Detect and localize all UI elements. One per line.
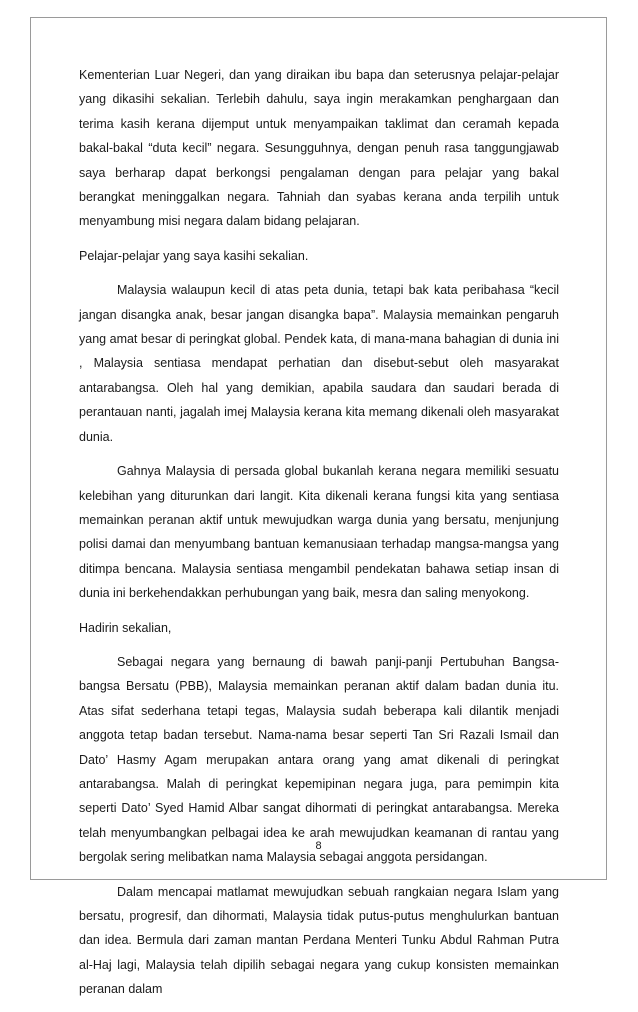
paragraph-malaysia-global: Malaysia walaupun kecil di atas peta dunia, tetapi bak kata peribahasa “kecil jangan disangka anak, besar jangan disangka bapa”. Malaysia memainkan pengaruh yang amat besar di peringkat global. Pendek kata, di mana-mana bahagian di dunia ini , Malaysia sentiasa mendapat perhatian dan disebut-sebut oleh masyarakat antarabangsa. Oleh hal yang demikian, apabila saudara dan saudari berada di perantauan nanti, jagalah imej Malaysia kerana kita memang dikenali oleh masyarakat dunia.	[79, 283, 559, 444]
paragraph-islamic-nations: Dalam mencapai matlamat mewujudkan sebuah rangkaian negara Islam yang bersatu, progresif, dan dihormati, Malaysia tidak putus-putus menghulurkan bantuan dan idea. Bermula dari zaman mantan Perdana Menteri Tunku Abdul Rahman Putra al-Haj lagi, Malaysia telah dipilih sebagai negara yang cukup konsisten memainkan peranan dalam	[79, 884, 559, 997]
paragraph-malaysia-reputation: Gahnya Malaysia di persada global bukanlah kerana negara memiliki sesuatu kelebihan yang diturunkan dari langit. Kita dikenali kerana fungsi kita yang sentiasa memainkan peranan aktif untuk mewujudkan warga dunia yang bersatu, menjunjung polisi damai dan menyumbang bantuan kemanusiaan terhadap mangsa-mangsa yang ditimpa bencana. Malaysia sentiasa mengambil pendekatan bahawa setiap insan di dunia ini berkehendakkan perhubungan yang baik, mesra dan saling menyokong.	[79, 464, 559, 601]
paragraph-salutation-audience: Hadirin sekalian,	[79, 620, 172, 635]
paragraph-opening: Kementerian Luar Negeri, dan yang diraikan ibu bapa dan seterusnya pelajar-pelajar yang dikasihi sekalian. Terlebih dahulu, saya ingin merakamkan penghargaan dan terima kasih kerana dijemput untuk menyampaikan taklimat dan ceramah kepada bakal-bakal “duta kecil” negara. Sesungguhnya, dengan penuh rasa tanggungjawab saya berharap dapat berkongsi pengalaman dengan para pelajar yang bakal berangkat meninggalkan negara. Tahniah dan syabas kerana anda terpilih untuk menyambung misi negara dalam bidang pelajaran.	[79, 68, 559, 229]
page-number: 8	[315, 840, 322, 852]
paragraph-un-role: Sebagai negara yang bernaung di bawah panji-panji Pertubuhan Bangsa-bangsa Bersatu (PBB), Malaysia memainkan peranan aktif dalam badan dunia itu. Atas sifat sederhana tetapi tegas, Malaysia sudah beberapa kali dilantik menjadi anggota tetap badan tersebut. Nama-nama besar seperti Tan Sri Razali Ismail dan Dato’ Hasmy Agam merupakan antara orang yang amat dikenali di peringkat antarabangsa. Malah di peringkat kepemipinan negara juga, para pemimpin kita seperti Dato’ Syed Hamid Albar sangat dihormati di peringkat antarabangsa. Mereka telah menyumbangkan pelbagai idea ke arah mewujudkan keamanan di rantau yang bergolak sering melibatkan nama Malaysia sebagai anggota persidangan.	[79, 654, 559, 865]
document-page	[30, 17, 607, 997]
paragraph-salutation-students: Pelajar-pelajar yang saya kasihi sekalian.	[79, 248, 309, 263]
document-body	[79, 63, 559, 1012]
